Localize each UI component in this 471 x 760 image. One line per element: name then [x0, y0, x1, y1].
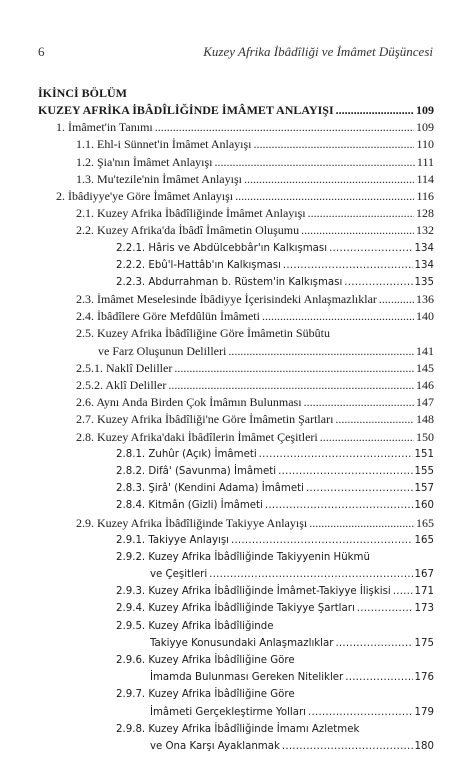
- toc-entry-page: 171: [414, 586, 434, 598]
- dot-leader: [262, 308, 414, 325]
- toc-entry-title: 2.8.1. Zuhûr (Açık) İmâmeti: [116, 448, 257, 460]
- toc-entry-title: İmamda Bulunması Gereken Nitelikler: [150, 672, 344, 684]
- toc-entry: [38, 360, 434, 377]
- dot-leader: [283, 257, 413, 274]
- toc-entry-page: 175: [414, 637, 434, 649]
- dot-leader: [244, 171, 414, 188]
- toc-entry-title: 2.9.1. Takiyye Anlayışı: [116, 534, 229, 546]
- toc-entry-title: 2.5.2. Aklî Deliller: [76, 378, 167, 392]
- dot-leader: [379, 291, 414, 308]
- dot-leader: [357, 600, 413, 617]
- toc-entry: [38, 566, 434, 583]
- toc-entry-title: 2.9.2. Kuzey Afrika İbâdîliğinde Takiyyenin Hükmü: [116, 551, 370, 563]
- toc-entry-page: 110: [416, 137, 434, 152]
- toc-entry-page: 135: [414, 276, 434, 288]
- toc-entry-title: 2.3. İmâmet Meselesinde İbâdiyye İçerisindeki Anlaşmazlıklar: [76, 292, 377, 307]
- toc-entry-page: 179: [414, 706, 434, 718]
- toc-entry-title: 2.8.2. Difâ' (Savunma) İmâmeti: [116, 465, 277, 477]
- toc-entry: [38, 394, 434, 411]
- toc-entry-page: 167: [414, 569, 434, 581]
- toc-entry: [38, 635, 434, 652]
- dot-leader: [393, 583, 413, 600]
- dot-leader: [329, 240, 412, 257]
- dot-leader: [335, 411, 414, 428]
- toc-entry-page: 165: [416, 515, 434, 530]
- toc-entry-title: İmâmeti Gerçekleştirme Yolları: [150, 706, 307, 718]
- toc-entry-page: 173: [414, 603, 434, 615]
- toc-entry: [38, 532, 434, 549]
- toc-entry: [38, 377, 434, 394]
- toc-entry-title: 2.9.5. Kuzey Afrika İbâdîliğinde: [116, 620, 274, 632]
- toc-entry-page: 132: [416, 223, 434, 238]
- toc-entry-page: 146: [416, 378, 434, 392]
- toc-entry-page: 111: [416, 154, 434, 169]
- toc-entry-title: 2.4. İbâdîlere Göre Mefdûlün İmâmeti: [76, 309, 260, 324]
- toc-entry-title: 2.8. Kuzey Afrika'daki İbâdîlerin İmâmet Çeşitleri: [76, 429, 318, 444]
- toc-entry: [38, 308, 434, 325]
- toc-entry-title: ve Ona Karşı Ayaklanmak: [150, 740, 280, 752]
- toc-entry: [38, 343, 434, 360]
- toc-entry: [38, 652, 434, 669]
- toc-entry-page: 116: [416, 188, 434, 203]
- toc-entry-title: 2.7. Kuzey Afrika İbâdîliği'ne Göre İmâmetin Şartları: [76, 412, 334, 427]
- dot-leader: [282, 738, 413, 755]
- toc-entry: [38, 618, 434, 635]
- toc-entry-title: 2.2. Kuzey Afrika'da İbâdî İmâmetin Oluşumu: [76, 223, 300, 238]
- dot-leader: [265, 497, 413, 514]
- toc-entry-page: 141: [416, 343, 434, 358]
- toc-entry-page: 150: [416, 429, 434, 444]
- dot-leader: [174, 360, 414, 377]
- toc-entry-title: 2.9.4. Kuzey Afrika İbâdîliğinde Takiyye Şartları: [116, 603, 355, 615]
- toc-entry-page: 165: [414, 534, 434, 546]
- toc-entry: [38, 497, 434, 514]
- toc-entry: [38, 171, 434, 188]
- dot-leader: [320, 429, 414, 446]
- toc-entry-title: KUZEY AFRİKA İBÂDÎLİĞİNDE İMÂMET ANLAYIŞI: [38, 103, 334, 117]
- toc-entry: [38, 738, 434, 755]
- dot-leader: [253, 136, 414, 153]
- toc-entry-page: 134: [414, 242, 434, 254]
- toc-entry-page: 180: [414, 740, 434, 752]
- toc-entry: [38, 240, 434, 257]
- dot-leader: [231, 532, 413, 549]
- toc-entry-page: 136: [416, 292, 434, 307]
- toc-entry-title: ve Farz Oluşunun Delilleri: [98, 343, 227, 358]
- toc-entry: [38, 222, 434, 239]
- toc-entry-title: 2.1. Kuzey Afrika İbâdîliğinde İmâmet Anlayışı: [76, 206, 306, 221]
- toc-entry-page: 147: [416, 395, 434, 410]
- toc-entry: [38, 154, 434, 171]
- dot-leader: [308, 205, 414, 222]
- toc-entry: [38, 291, 434, 308]
- toc-entry-title: ve Çeşitleri: [150, 569, 208, 581]
- dot-leader: [168, 377, 414, 394]
- toc-entry: [38, 119, 434, 136]
- toc-entry: [38, 446, 434, 463]
- toc-entry-title: 1. İmâmet'in Tanımı: [56, 120, 153, 135]
- dot-leader: [214, 154, 414, 171]
- toc-entry-title: 1.1. Ehl-i Sünnet'in İmâmet Anlayışı: [76, 137, 252, 152]
- toc-entry-page: 140: [416, 309, 434, 324]
- dot-leader: [335, 635, 412, 652]
- running-title: Kuzey Afrika İbâdîliği ve İmâmet Düşüncesi: [203, 44, 433, 59]
- toc-entry-title: 2.2.2. Ebû'l-Hattâb'ın Kalkışması: [116, 259, 281, 271]
- toc-entry-title: 2.9.7. Kuzey Afrika İbâdîliğine Göre: [116, 689, 295, 701]
- toc-entry-title: 2.5. Kuzey Afrika İbâdîliğine Göre İmâmetin Sübûtu: [76, 326, 330, 341]
- toc-entry-page: 176: [414, 672, 434, 684]
- toc-entry-page: 151: [414, 448, 434, 460]
- toc-entry-page: 109: [416, 120, 434, 135]
- toc-entry-title: 2.9.8. Kuzey Afrika İbâdîliğinde İmamı Azletmek: [116, 723, 360, 735]
- toc-entry: [38, 686, 434, 703]
- toc-entry-page: 114: [416, 171, 434, 186]
- toc-entry-title: Takiyye Konusundaki Anlaşmazlıklar: [150, 637, 334, 649]
- toc-entry-title: 2.5.1. Naklî Deliller: [76, 360, 173, 375]
- toc-entry: [38, 325, 434, 342]
- dot-leader: [309, 515, 414, 532]
- toc-entry-page: 157: [414, 483, 434, 495]
- toc-entry-title: 1.3. Mu'tezile'nin İmâmet Anlayışı: [76, 171, 242, 186]
- toc-entry-title: 2.9. Kuzey Afrika İbâdîliğinde Takiyye Anlayışı: [76, 515, 308, 530]
- dot-leader: [308, 704, 413, 721]
- toc-entry: [38, 480, 434, 497]
- dot-leader: [228, 343, 414, 360]
- toc-entry: [38, 274, 434, 291]
- toc-entry-title: 2.6. Aynı Anda Birden Çok İmâmın Bulunması: [76, 395, 302, 410]
- toc-entry: [38, 721, 434, 738]
- dot-leader: [278, 463, 412, 480]
- dot-leader: [209, 566, 412, 583]
- dot-leader: [344, 274, 412, 291]
- toc-entry: [38, 463, 434, 480]
- dot-leader: [259, 446, 413, 463]
- toc-entry: [38, 704, 434, 721]
- toc-entry: [38, 257, 434, 274]
- toc-entry: [38, 549, 434, 566]
- dot-leader: [336, 102, 414, 119]
- table-of-contents: [38, 85, 434, 755]
- toc-entry-title: 2.8.4. Kitmân (Gizli) İmâmeti: [116, 500, 263, 512]
- dot-leader: [304, 394, 414, 411]
- toc-entry-title: 2. İbâdiyye'ye Göre İmâmet Anlayışı: [56, 188, 234, 203]
- toc-entry-title: 1.2. Şia'nın İmâmet Anlayışı: [76, 154, 213, 169]
- toc-entry: [38, 429, 434, 446]
- toc-entry-page: 155: [414, 465, 434, 477]
- toc-entry: [38, 102, 434, 119]
- page-number: 6: [38, 44, 45, 59]
- toc-entry-title: 2.2.1. Hâris ve Abdülcebbâr'ın Kalkışması: [116, 242, 328, 254]
- toc-entry: [38, 136, 434, 153]
- toc-entry-title: 2.9.3. Kuzey Afrika İbâdîliğinde İmâmet-Takiyye İlişkisi: [116, 586, 391, 598]
- toc-entry: [38, 205, 434, 222]
- running-header: [38, 44, 433, 60]
- toc-entry: [38, 583, 434, 600]
- part-label: İKİNCİ BÖLÜM: [38, 86, 128, 100]
- toc-entry: [38, 600, 434, 617]
- toc-entry-page: 160: [414, 500, 434, 512]
- toc-entry: [38, 411, 434, 428]
- toc-entry: [38, 515, 434, 532]
- toc-entry-title: 2.2.3. Abdurrahman b. Rüstem'in Kalkışması: [116, 276, 343, 288]
- toc-entry-title: 2.8.3. Şirâ' (Kendini Adama) İmâmeti: [116, 483, 304, 495]
- toc-entry-title: 2.9.6. Kuzey Afrika İbâdîliğine Göre: [116, 655, 295, 666]
- toc-entry-page: 145: [416, 360, 434, 375]
- dot-leader: [235, 188, 414, 205]
- toc-entry: [38, 669, 434, 686]
- toc-entry-page: 128: [416, 206, 434, 221]
- toc-entry-page: 109: [416, 103, 434, 117]
- toc-entry: [38, 188, 434, 205]
- dot-leader: [301, 222, 414, 239]
- dot-leader: [155, 119, 414, 136]
- toc-entry-page: 134: [414, 259, 434, 271]
- toc-entry-page: 148: [416, 412, 434, 427]
- dot-leader: [306, 480, 413, 497]
- dot-leader: [345, 669, 412, 686]
